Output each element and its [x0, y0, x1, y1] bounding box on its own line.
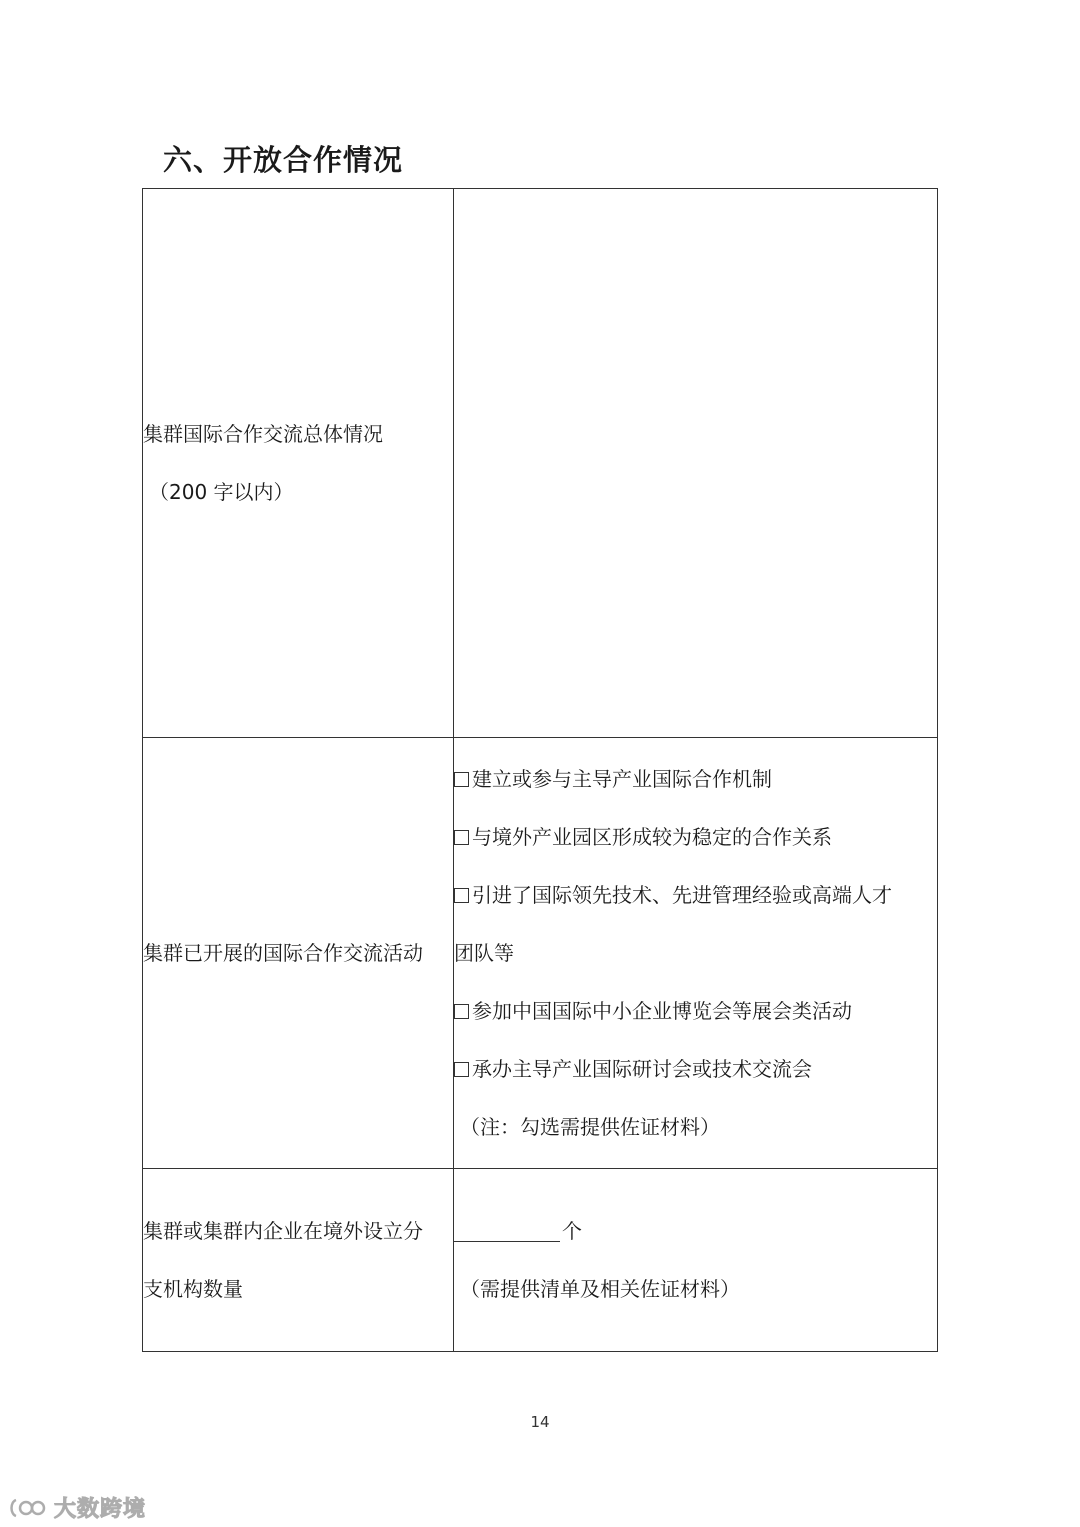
activities-options-cell: [454, 738, 938, 1169]
checkbox[interactable]: [454, 1062, 469, 1077]
open-cooperation-table: [142, 188, 938, 1352]
activity-option-label: 参加中国国际中小企业博览会等展会类活动: [472, 999, 852, 1023]
activity-option-5[interactable]: [454, 1040, 937, 1098]
branches-label-line-2: 支机构数量: [143, 1277, 243, 1301]
activity-option-4[interactable]: [454, 982, 937, 1040]
checkbox[interactable]: [454, 1004, 469, 1019]
activities-note: （注：勾选需提供佐证材料）: [460, 1115, 720, 1139]
checkbox[interactable]: [454, 830, 469, 845]
branches-label-cell: [143, 1169, 454, 1352]
branches-note: （需提供清单及相关佐证材料）: [460, 1277, 740, 1301]
table-row: [143, 738, 938, 1169]
watermark-logo-icon: [8, 1496, 48, 1520]
checkbox[interactable]: [454, 888, 469, 903]
count-unit: 个: [562, 1219, 582, 1243]
activity-option-label: 建立或参与主导产业国际合作机制: [472, 767, 772, 791]
activities-label-cell: [143, 738, 454, 1169]
watermark: [8, 1492, 146, 1523]
activity-option-2[interactable]: [454, 808, 937, 866]
activity-option-label: 与境外产业园区形成较为稳定的合作关系: [472, 825, 832, 849]
activity-option-label: 引进了国际领先技术、先进管理经验或高端人才: [472, 883, 892, 907]
activity-option-label: 承办主导产业国际研讨会或技术交流会: [472, 1057, 812, 1081]
overall-label: 集群国际合作交流总体情况: [143, 422, 383, 446]
branches-label-line-1: 集群或集群内企业在境外设立分: [143, 1219, 423, 1243]
activities-label: 集群已开展的国际合作交流活动: [143, 941, 423, 965]
page-number: 14: [530, 1413, 550, 1431]
count-blank-field[interactable]: [454, 1219, 560, 1242]
branches-count-line: [454, 1202, 937, 1260]
overall-label-cell: [143, 189, 454, 738]
table-row: [143, 1169, 938, 1352]
activity-option-3[interactable]: [454, 866, 937, 924]
overall-word-limit: （200 字以内）: [149, 480, 294, 504]
branches-count-cell: [454, 1169, 938, 1352]
activity-option-1[interactable]: [454, 750, 937, 808]
section-title: 六、开放合作情况: [163, 143, 404, 177]
watermark-text: 大数跨境: [54, 1497, 147, 1522]
activity-option-3-continuation: 团队等: [454, 941, 514, 965]
overall-content-cell[interactable]: [454, 189, 938, 738]
checkbox[interactable]: [454, 772, 469, 787]
table-row: [143, 189, 938, 738]
